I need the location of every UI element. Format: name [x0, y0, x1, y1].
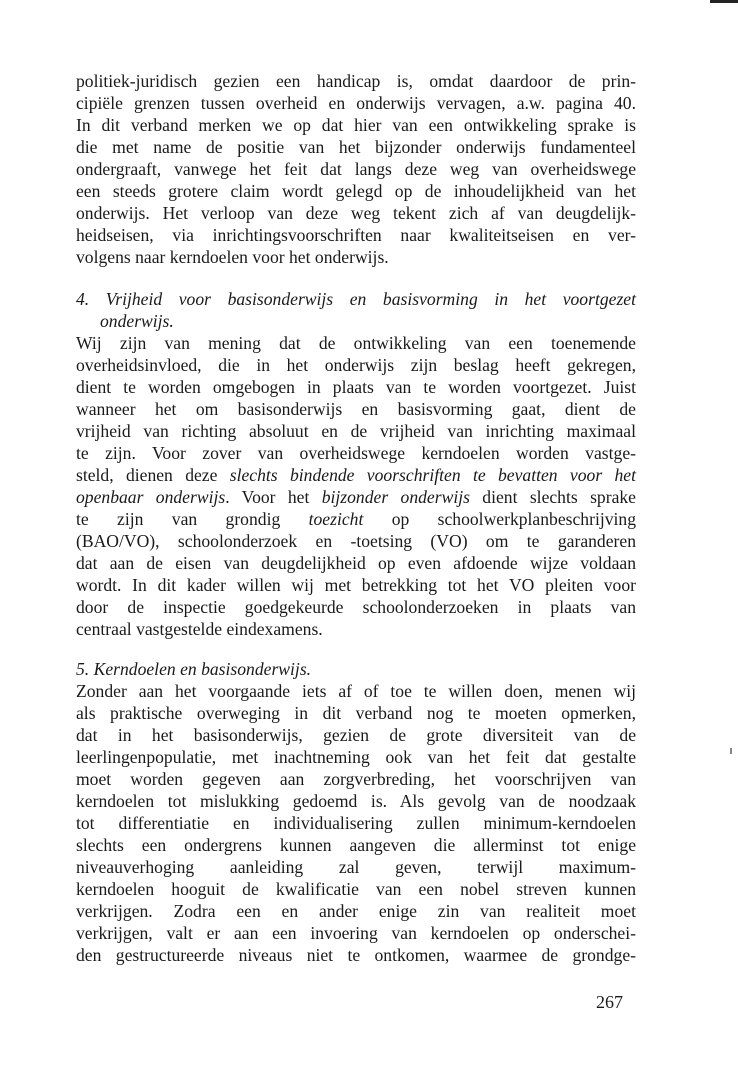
emphasis-run: openbaar onderwijs — [76, 487, 226, 507]
text-line: leerlingenpopulatie, met inachtneming ook van het feit dat gestalte — [76, 747, 636, 767]
text-line: een steeds grotere claim wordt gelegd op de inhoudelijkheid van het — [76, 181, 636, 201]
text-run: te zijn van grondig — [76, 509, 309, 529]
text-line: als praktische overweging in dit verband nog te moeten opmerken, — [76, 703, 636, 723]
text-line: slechts een ondergrens kunnen aangeven die allerminst tot enige — [76, 835, 636, 855]
text-line: vrijheid van richting absoluut en de vrijheid van inrichting maximaal — [76, 421, 636, 441]
text-line — [76, 464, 636, 486]
text-line: wanneer het om basisonderwijs en basisvorming gaat, dient de — [76, 399, 636, 419]
text-line: volgens naar kerndoelen voor het onderwijs. — [76, 247, 389, 267]
text-line: politiek-juridisch gezien een handicap is, omdat daardoor de prin- — [76, 71, 636, 91]
emphasis-run: slechts bindende voorschriften te bevatten voor het — [229, 465, 636, 485]
text-run: dient slechts sprake — [469, 487, 636, 507]
text-line: dient te worden omgebogen in plaats van te worden voortgezet. Juist — [76, 377, 636, 397]
paragraph-3 — [76, 680, 636, 966]
section-heading-5 — [76, 658, 636, 680]
text-line: dat in het basisonderwijs, gezien de grote diversiteit van de — [76, 725, 636, 745]
text-line: dat aan de eisen van deugdelijkheid op even afdoende wijze voldaan — [76, 553, 636, 573]
text-line: wordt. In dit kader willen wij met betrekking tot het VO pleiten voor — [76, 575, 636, 595]
text-line: centraal vastgestelde eindexamens. — [76, 619, 323, 639]
text-line: verkrijgen. Zodra een en ander enige zin van realiteit moet — [76, 901, 636, 921]
text-line: den gestructureerde niveaus niet te ontkomen, waarmee de grondge- — [76, 945, 636, 965]
text-run: . Voor het — [225, 487, 322, 507]
text-line: verkrijgen, valt er aan een invoering van kerndoelen op onderschei- — [76, 923, 636, 943]
paragraph-2 — [76, 332, 636, 640]
paragraph-1 — [76, 70, 636, 268]
text-line: kerndoelen hooguit de kwalificatie van een nobel streven kunnen — [76, 879, 636, 899]
text-line: Wij zijn van mening dat de ontwikkeling van een toenemende — [76, 333, 636, 353]
text-line: ondergraaft, vanwege het feit dat langs deze weg van overheidswege — [76, 159, 636, 179]
heading-line: 5. Kerndoelen en basisonderwijs. — [76, 659, 312, 679]
text-line — [76, 486, 636, 508]
page-body — [76, 70, 636, 966]
text-run: op schoolwerkplanbeschrijving — [363, 509, 636, 529]
text-line: niveauverhoging aanleiding zal geven, terwijl maximum- — [76, 857, 636, 877]
emphasis-run: bijzonder onderwijs — [321, 487, 470, 507]
text-line — [76, 508, 636, 530]
section-heading-4 — [76, 288, 636, 332]
text-run: steld, dienen deze — [76, 465, 230, 485]
heading-line: 4. Vrijheid voor basisonderwijs en basisvorming in het voortgezet — [76, 289, 636, 309]
scan-speck — [730, 748, 732, 754]
text-line: tot differentiatie en individualisering zullen minimum-kerndoelen — [76, 813, 636, 833]
text-line: Zonder aan het voorgaande iets af of toe te willen doen, menen wij — [76, 681, 636, 701]
text-line: die met name de positie van het bijzonder onderwijs fundamenteel — [76, 137, 636, 157]
heading-line: onderwijs. — [100, 311, 174, 331]
text-line: cipiële grenzen tussen overheid en onderwijs vervagen, a.w. pagina 40. — [76, 93, 636, 113]
text-line: overheidsinvloed, die in het onderwijs zijn beslag heeft gekregen, — [76, 355, 636, 375]
text-line: door de inspectie goedgekeurde schoolonderzoeken in plaats van — [76, 597, 636, 617]
text-line: (BAO/VO), schoolonderzoek en -toetsing (VO) om te garanderen — [76, 531, 636, 551]
emphasis-run: toezicht — [308, 509, 364, 529]
text-line: te zijn. Voor zover van overheidswege kerndoelen worden vastge- — [76, 443, 636, 463]
text-line: heidseisen, via inrichtingsvoorschriften naar kwaliteitseisen en ver- — [76, 225, 636, 245]
text-line: moet worden gegeven aan zorgverbreding, het voorschrijven van — [76, 769, 636, 789]
text-line: In dit verband merken we op dat hier van een ontwikkeling sprake is — [76, 115, 636, 135]
scan-edge-mark — [710, 0, 738, 3]
text-line: onderwijs. Het verloop van deze weg tekent zich af van deugdelijk- — [76, 203, 636, 223]
text-line: kerndoelen tot mislukking gedoemd is. Als gevolg van de noodzaak — [76, 791, 636, 811]
page-number: 267 — [596, 992, 623, 1012]
